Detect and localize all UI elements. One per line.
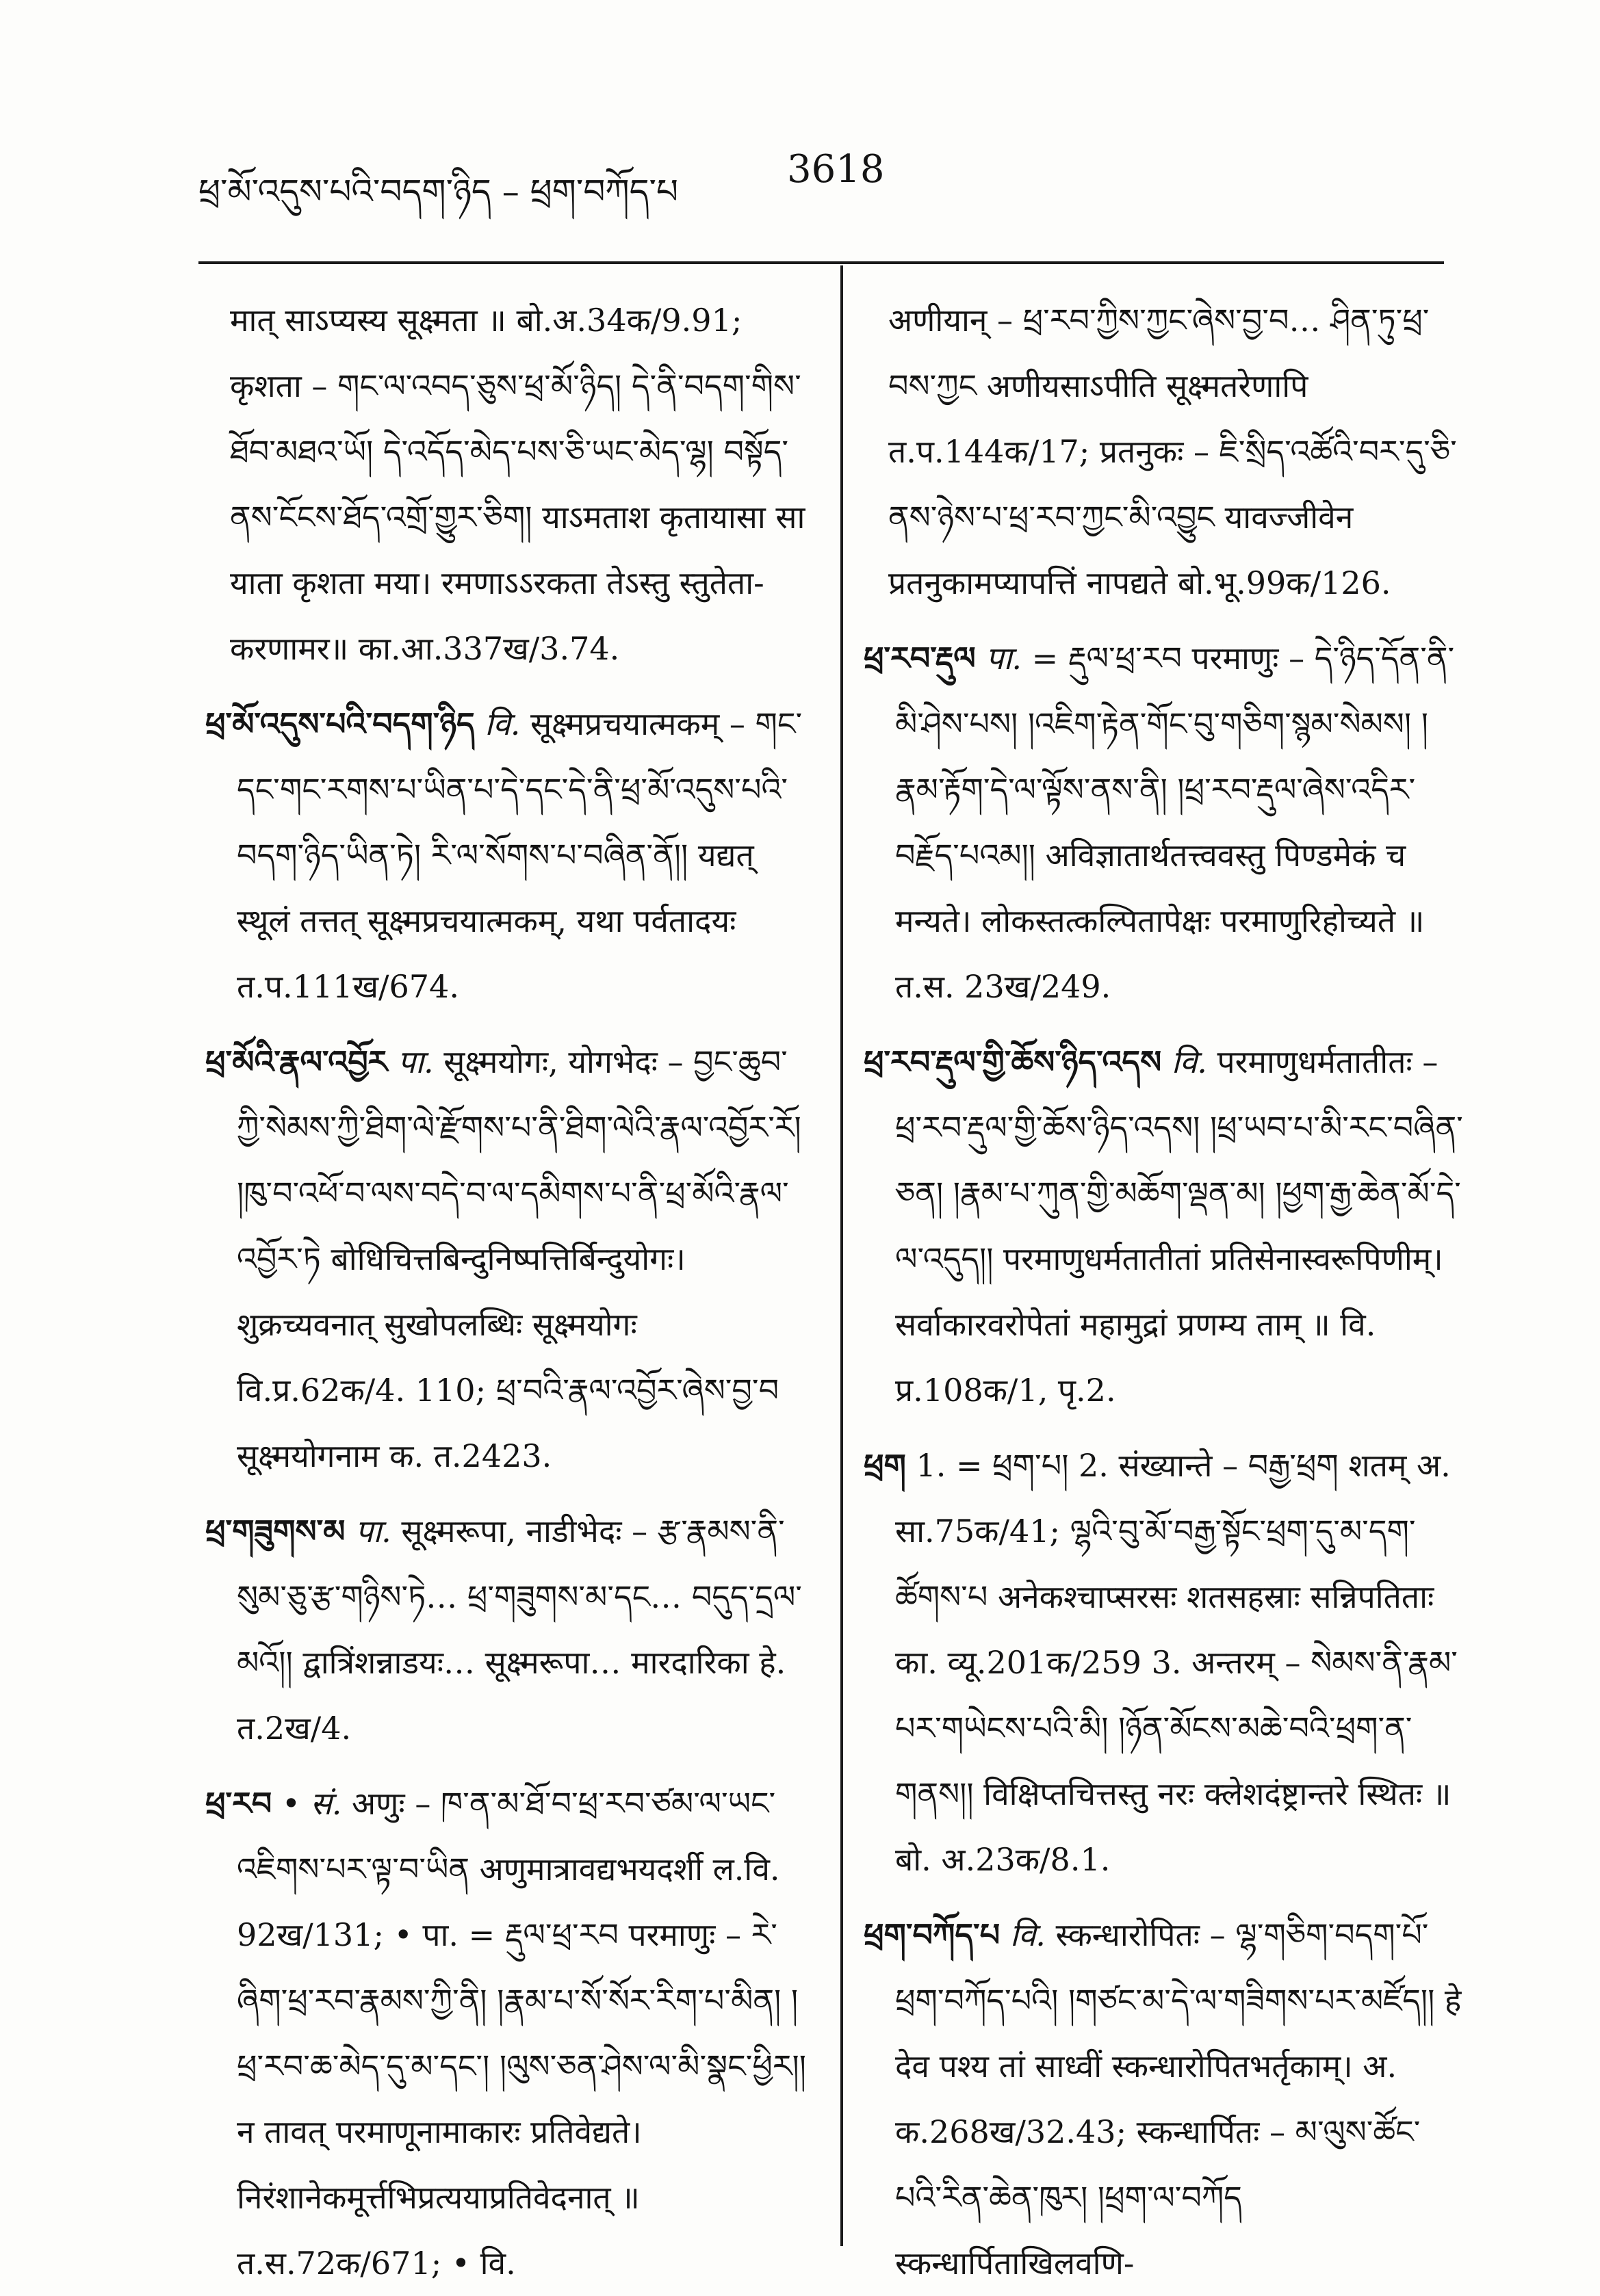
entry-text: सूक्ष्मरूपा, नाडीभेदः – རྩ་རྣམས་ནི་སུམ་ཅུ་རྩ་གཉིས་ཏེ… ཕྲ་གཟུགས་མ་དང… བདུད་དྲལ་མའོ།། द्वात्रिंशन्नाडयः… सूक्ष्मरूपा… मारदारिका हे. त.2ख/4. (237, 1513, 802, 1747)
entry-pos: पा. (355, 1513, 391, 1550)
running-head-title: ཕྲ་མོ་འདུས་པའི་བདག་ཉིད – ཕྲག་བཀོད་པ (198, 172, 679, 211)
entry-headword: ཕྲ་མོ་འདུས་པའི་བདག་ཉིད (205, 705, 475, 742)
entry-text: मात् साऽप्यस्य सूक्ष्मता ॥ बो.अ.34क/9.91; कृशता – གང་ལ་འབད་ཅུས་ཕྲ་མོ་ཉིད། དེ་ནི་བདག་གིས་ཐོབ་མཐའ་ཡོ། དེ་འདོད་མེད་པས་ཅི་ཡང་མེད་ལྷ། བསྟོད་ནས་ངོངས་ཐོད་འགྲོ་གྱུར་ཅིག། याऽमताश कृतायासा सा याता कृशता मया। रमणाऽऽरकता तेऽस्तु स्तुतेता-करणामर॥ का.आ.337ख/3.74. (230, 302, 805, 667)
dictionary-entry-continuation (205, 287, 814, 681)
entry-text: सूक्ष्मयोगः, योगभेदः – བྱང་ཆུབ་ཀྱི་སེམས་ཀྱི་ཐིག་ལེ་རྫོགས་པ་ནི་ཐིག་ལེའི་རྣལ་འབྱོར་རོ། །ཁུ་བ་འཕོ་བ་ལས་བདེ་བ་ལ་དམིགས་པ་ནི་ཕྲ་མོའི་རྣལ་འབྱོར་ཏེ बोधिचित्तबिन्दुनिष्पत्तिर्बिन्दुयोगः। शुक्रच्यवनात् सुखोपलब्धिः सूक्ष्मयोगः वि.प्र.62क/4. 110; ཕྲ་བའི་རྣལ་འབྱོར་ཞེས་བྱ་བ सूक्ष्मयोगनाम क. त.2423. (237, 1043, 801, 1474)
entry-headword: ཕྲ་རབ་རྡུལ་གྱི་ཆོས་ཉིད་འདས (864, 1043, 1162, 1080)
entry-headword: ཕྲ་མོའི་རྣལ་འབྱོར (205, 1043, 388, 1080)
header-rule (198, 261, 1444, 264)
entry-headword: ཕྲག་བཀོད་པ (864, 1916, 1001, 1953)
entry-text: सूक्ष्मप्रचयात्मकम् – གང་དང་གང་རགས་པ་ཡིན་པ་དེ་དང་དེ་ནི་ཕྲ་མོ་འདུས་པའི་བདག་ཉིད་ཡིན་ཏེ། རི་ལ་སོགས་པ་བཞིན་ནོ།། यद्यत् स्थूलं तत्तत् सूक्ष्मप्रचयात्मकम्, यथा पर्वतादयः त.प.111ख/674. (237, 705, 803, 1005)
dictionary-entry-continuation (864, 287, 1466, 616)
entry-text: རྡུལ་ཕྲ་རབ परमाणुः – དེ་ཉིད་དོན་ནི་མི་ཤེས་པས། །འཇིག་རྟེན་གོང་བུ་གཅིག་སྙམ་སེམས། །རྣམ་རྟོག་དེ་ལ་ལྟོས་ནས་ནི། །ཕྲ་རབ་རྡུལ་ཞེས་འདིར་བརྗོད་པའམ།། अविज्ञातार्थतत्त्ववस्तु पिण्डमेकं च मन्यते। लोकस्तत्कल्पितापेक्षः परमाणुरिहोच्यते ॥ त.स. 23ख/249. (895, 640, 1455, 1005)
entry-pos: वि. (1171, 1043, 1207, 1080)
dictionary-entry (205, 1498, 814, 1761)
entry-text: अणीयान् – ཕྲ་རབ་ཀྱིས་ཀྱང་ཞེས་བྱ་བ… ཤིན་ཏུ་ཕྲ་བས་ཀྱང अणीयसाऽपीति सूक्ष्मतरेणापि त.प.144क/17; प्रतनुकः – ཇི་སྲིད་འཚོའི་བར་དུ་ཅི་ནས་ཉེས་པ་ཕྲ་རབ་ཀྱང་མི་འབྱུང यावज्जीवेन प्रतनुकामप्यापत्तिं नापद्यते बो.भू.99क/126. (888, 302, 1457, 601)
dictionary-entry (205, 1029, 814, 1489)
left-column (205, 287, 814, 2282)
page-header (198, 147, 1444, 209)
entry-pos: वि. (485, 705, 521, 742)
entry-pos: वि. (1009, 1916, 1046, 1953)
dictionary-entry (864, 1029, 1466, 1423)
column-divider (840, 265, 843, 2246)
entry-headword: ཕྲ་གཟུགས་མ (205, 1513, 346, 1550)
entry-headword: ཕྲག (864, 1447, 906, 1484)
entry-text: 1. = ཕྲག་པ། 2. संख्यान्ते – བརྒྱ་ཕྲག शतम् अ. सा.75क/41; ལྷའི་བུ་མོ་བརྒྱ་སྟོང་ཕྲག་དུ་མ་དག་ཚོགས་པ अनेकश्चाप्सरसः शतसहस्राः सन्निपतिताः का. व्यू.201क/259 3. अन्तरम् – སེམས་ནི་རྣམ་པར་གཡེངས་པའི་མི། །ཉོན་མོངས་མཆེ་བའི་ཕྲག་ན་གནས།། विक्षिप्तचित्तस्तु नरः क्लेशदंष्ट्रान्तरे स्थितः ॥ बो. अ.23क/8.1. (895, 1447, 1458, 1878)
entry-headword: ཕྲ་རབ (205, 1785, 272, 1822)
dictionary-entry (205, 1771, 814, 2296)
dictionary-entry (864, 1433, 1466, 1892)
entry-text: स्कन्धारोपितः – ལྷ་གཅིག་བདག་པོ་ཕྲག་བཀོད་པའི། །གཙང་མ་དེ་ལ་གཟིགས་པར་མཛོད།། हे देव पश्य तां साध्वीं स्कन्धारोपितभर्तृकाम्। अ. क.268ख/32.43; स्कन्धार्पितः – མ་ལུས་ཚོང་པའི་རིན་ཆེན་ཁུར། །ཕྲག་ལ་བཀོད स्कन्धार्पिताखिलवणि- (895, 1916, 1462, 2282)
right-column (864, 287, 1466, 2282)
dictionary-entry (205, 691, 814, 1019)
entry-pos: पा. = (985, 640, 1059, 677)
entry-pos: पा. (397, 1043, 434, 1080)
dictionary-entry (864, 1902, 1466, 2296)
entry-pos: • सं. (281, 1785, 342, 1822)
dictionary-entry (864, 625, 1466, 1019)
page-number: 3618 (787, 147, 885, 192)
entry-headword: ཕྲ་རབ་རྡུལ (864, 640, 976, 677)
entry-text: परमाणुधर्मतातीतः – ཕྲ་རབ་རྡུལ་གྱི་ཆོས་ཉིད་འདས། །ཕྲ་ཡབ་པ་མི་རང་བཞིན་ཅན། །རྣམ་པ་ཀུན་གྱི་མཆོག་ལྡན་མ། །ཕྱག་རྒྱ་ཆེན་མོ་དེ་ལ་འདུད།། परमाणुधर्मतातीतां प्रतिसेनास्वरूपिणीम्। सर्वाकारवरोपेतां महामुद्रां प्रणम्य ताम् ॥ वि. प्र.108क/1, पृ.2. (895, 1043, 1463, 1409)
entry-text: अणुः – ཁ་ན་མ་ཐོ་བ་ཕྲ་རབ་ཙམ་ལ་ཡང་འཇིགས་པར་ལྟ་བ་ཡིན अणुमात्रावद्यभयदर्शी ल.वि. 92ख/131; • पा. = རྡུལ་ཕྲ་རབ परमाणुः – རེ་ཞིག་ཕྲ་རབ་རྣམས་ཀྱི་ནི། །རྣམ་པ་སོ་སོར་རིག་པ་མིན། །ཕྲ་རབ་ཆ་མེད་དུ་མ་དང་། །ལུས་ཅན་ཤེས་ལ་མི་སྣང་ཕྱིར།། न तावत् परमाणूनामाकारः प्रतिवेद्यते। निरंशानेकमूर्त्तभिप्रत्ययाप्रतिवेदनात् ॥ त.स.72क/671; • वि. (237, 1785, 806, 2282)
